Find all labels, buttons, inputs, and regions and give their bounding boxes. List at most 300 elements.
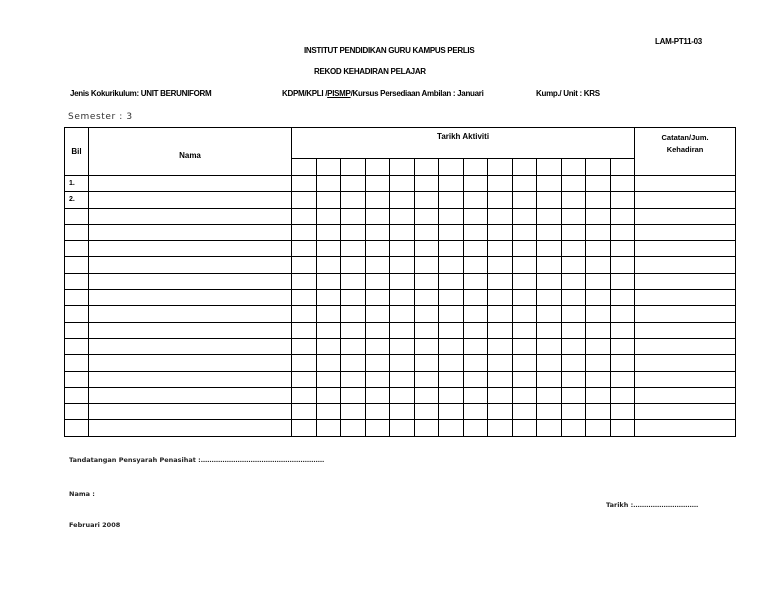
- attendance-cell[interactable]: [561, 241, 586, 257]
- attendance-cell[interactable]: [341, 371, 366, 387]
- signature-line: Tandatangan Pensyarah Penasihat :…………………………………………………: [69, 456, 325, 464]
- attendance-cell[interactable]: [414, 241, 439, 257]
- attendance-cell[interactable]: [316, 387, 341, 403]
- attendance-cell[interactable]: [292, 322, 317, 338]
- bil-cell: [65, 208, 89, 224]
- attendance-cell[interactable]: [463, 241, 488, 257]
- catatan-cell[interactable]: [635, 306, 736, 322]
- catatan-cell[interactable]: [635, 241, 736, 257]
- attendance-cell[interactable]: [463, 290, 488, 306]
- attendance-cell[interactable]: [414, 273, 439, 289]
- attendance-cell[interactable]: [292, 192, 317, 208]
- attendance-cell[interactable]: [439, 420, 464, 436]
- attendance-cell[interactable]: [341, 338, 366, 354]
- attendance-cell[interactable]: [537, 387, 562, 403]
- attendance-cell[interactable]: [365, 404, 390, 420]
- attendance-cell[interactable]: [341, 257, 366, 273]
- attendance-cell[interactable]: [414, 208, 439, 224]
- attendance-cell[interactable]: [316, 306, 341, 322]
- attendance-cell[interactable]: [610, 192, 635, 208]
- attendance-cell[interactable]: [463, 192, 488, 208]
- attendance-cell[interactable]: [512, 371, 537, 387]
- attendance-cell[interactable]: [488, 404, 513, 420]
- attendance-cell[interactable]: [586, 176, 611, 192]
- date-cell[interactable]: [586, 159, 611, 176]
- attendance-cell[interactable]: [586, 224, 611, 240]
- attendance-cell[interactable]: [512, 387, 537, 403]
- attendance-cell[interactable]: [537, 192, 562, 208]
- attendance-cell[interactable]: [512, 322, 537, 338]
- attendance-cell[interactable]: [512, 224, 537, 240]
- attendance-cell[interactable]: [414, 338, 439, 354]
- date-cell[interactable]: [365, 159, 390, 176]
- attendance-cell[interactable]: [512, 404, 537, 420]
- attendance-cell[interactable]: [463, 387, 488, 403]
- attendance-cell[interactable]: [316, 404, 341, 420]
- attendance-cell[interactable]: [292, 355, 317, 371]
- attendance-cell[interactable]: [439, 322, 464, 338]
- attendance-cell[interactable]: [390, 306, 415, 322]
- unit-label: Kump./ Unit : KRS: [536, 89, 600, 98]
- attendance-cell[interactable]: [390, 322, 415, 338]
- table-row: [65, 273, 736, 289]
- attendance-cell[interactable]: [586, 355, 611, 371]
- attendance-cell[interactable]: [561, 290, 586, 306]
- nama-cell[interactable]: [89, 371, 292, 387]
- attendance-cell[interactable]: [390, 224, 415, 240]
- attendance-cell[interactable]: [488, 257, 513, 273]
- attendance-cell[interactable]: [463, 355, 488, 371]
- attendance-cell[interactable]: [316, 176, 341, 192]
- attendance-cell[interactable]: [488, 273, 513, 289]
- attendance-cell[interactable]: [610, 322, 635, 338]
- attendance-cell[interactable]: [610, 290, 635, 306]
- attendance-cell[interactable]: [561, 371, 586, 387]
- attendance-cell[interactable]: [292, 176, 317, 192]
- attendance-cell[interactable]: [316, 224, 341, 240]
- attendance-cell[interactable]: [439, 192, 464, 208]
- catatan-cell[interactable]: [635, 387, 736, 403]
- attendance-cell[interactable]: [488, 192, 513, 208]
- attendance-cell[interactable]: [365, 371, 390, 387]
- attendance-cell[interactable]: [414, 404, 439, 420]
- attendance-cell[interactable]: [610, 338, 635, 354]
- attendance-cell[interactable]: [390, 273, 415, 289]
- attendance-cell[interactable]: [414, 224, 439, 240]
- attendance-cell[interactable]: [488, 387, 513, 403]
- attendance-cell[interactable]: [512, 355, 537, 371]
- attendance-cell[interactable]: [463, 273, 488, 289]
- attendance-cell[interactable]: [414, 371, 439, 387]
- attendance-cell[interactable]: [439, 404, 464, 420]
- attendance-cell[interactable]: [414, 290, 439, 306]
- attendance-cell[interactable]: [341, 322, 366, 338]
- attendance-cell[interactable]: [292, 273, 317, 289]
- attendance-cell[interactable]: [390, 290, 415, 306]
- nama-cell[interactable]: [89, 420, 292, 436]
- attendance-cell[interactable]: [292, 241, 317, 257]
- attendance-cell[interactable]: [390, 257, 415, 273]
- nama-header: Nama: [89, 128, 292, 176]
- attendance-cell[interactable]: [586, 241, 611, 257]
- attendance-cell[interactable]: [610, 404, 635, 420]
- attendance-cell[interactable]: [463, 208, 488, 224]
- attendance-cell[interactable]: [316, 208, 341, 224]
- nama-cell[interactable]: [89, 290, 292, 306]
- attendance-cell[interactable]: [586, 290, 611, 306]
- attendance-cell[interactable]: [488, 420, 513, 436]
- date-cell[interactable]: [341, 159, 366, 176]
- catatan-cell[interactable]: [635, 192, 736, 208]
- attendance-cell[interactable]: [537, 338, 562, 354]
- table-row: [65, 371, 736, 387]
- attendance-cell[interactable]: [316, 273, 341, 289]
- date-cell[interactable]: [610, 159, 635, 176]
- attendance-cell[interactable]: [610, 257, 635, 273]
- attendance-cell[interactable]: [463, 404, 488, 420]
- attendance-cell[interactable]: [341, 273, 366, 289]
- attendance-cell[interactable]: [488, 338, 513, 354]
- attendance-cell[interactable]: [586, 404, 611, 420]
- attendance-cell[interactable]: [537, 404, 562, 420]
- attendance-cell[interactable]: [292, 208, 317, 224]
- attendance-cell[interactable]: [439, 290, 464, 306]
- table-row: [65, 404, 736, 420]
- kokurikulum-label: Jenis Kokurikulum: UNIT BERUNIFORM: [70, 89, 212, 98]
- attendance-cell[interactable]: [365, 290, 390, 306]
- bil-cell: [65, 355, 89, 371]
- attendance-cell[interactable]: [512, 192, 537, 208]
- attendance-cell[interactable]: [341, 224, 366, 240]
- date-cell[interactable]: [488, 159, 513, 176]
- attendance-cell[interactable]: [488, 322, 513, 338]
- attendance-cell[interactable]: [365, 338, 390, 354]
- catatan-cell[interactable]: [635, 322, 736, 338]
- nama-cell[interactable]: [89, 208, 292, 224]
- nama-cell[interactable]: [89, 404, 292, 420]
- semester-label: Semester : 3: [68, 112, 133, 122]
- attendance-cell[interactable]: [292, 306, 317, 322]
- attendance-cell[interactable]: [488, 355, 513, 371]
- attendance-cell[interactable]: [537, 322, 562, 338]
- nama-cell[interactable]: [89, 322, 292, 338]
- date-cell[interactable]: [292, 159, 317, 176]
- attendance-cell[interactable]: [341, 192, 366, 208]
- attendance-cell[interactable]: [586, 371, 611, 387]
- attendance-cell[interactable]: [439, 306, 464, 322]
- attendance-cell[interactable]: [390, 404, 415, 420]
- attendance-cell[interactable]: [561, 387, 586, 403]
- attendance-cell[interactable]: [439, 387, 464, 403]
- bil-cell: [65, 241, 89, 257]
- bil-cell: [65, 322, 89, 338]
- attendance-cell[interactable]: [463, 257, 488, 273]
- table-row: [65, 257, 736, 273]
- attendance-cell[interactable]: [537, 290, 562, 306]
- attendance-cell[interactable]: [439, 241, 464, 257]
- institution-name: INSTITUT PENDIDIKAN GURU KAMPUS PERLIS: [304, 46, 475, 55]
- attendance-cell[interactable]: [439, 338, 464, 354]
- attendance-cell[interactable]: [610, 208, 635, 224]
- attendance-cell[interactable]: [586, 420, 611, 436]
- attendance-cell[interactable]: [463, 176, 488, 192]
- attendance-cell[interactable]: [610, 420, 635, 436]
- catatan-cell[interactable]: [635, 371, 736, 387]
- attendance-cell[interactable]: [463, 420, 488, 436]
- attendance-cell[interactable]: [292, 257, 317, 273]
- attendance-cell[interactable]: [610, 224, 635, 240]
- bil-cell: [65, 273, 89, 289]
- nama-cell[interactable]: [89, 387, 292, 403]
- attendance-cell[interactable]: [390, 355, 415, 371]
- attendance-cell[interactable]: [463, 371, 488, 387]
- attendance-cell[interactable]: [561, 338, 586, 354]
- attendance-cell[interactable]: [292, 387, 317, 403]
- attendance-cell[interactable]: [365, 273, 390, 289]
- attendance-cell[interactable]: [316, 192, 341, 208]
- attendance-cell[interactable]: [341, 241, 366, 257]
- attendance-cell[interactable]: [292, 404, 317, 420]
- attendance-cell[interactable]: [439, 176, 464, 192]
- attendance-cell[interactable]: [586, 192, 611, 208]
- attendance-cell[interactable]: [561, 176, 586, 192]
- nama-cell[interactable]: [89, 176, 292, 192]
- nama-cell[interactable]: [89, 273, 292, 289]
- bil-cell: [65, 306, 89, 322]
- attendance-cell[interactable]: [463, 322, 488, 338]
- attendance-cell[interactable]: [341, 306, 366, 322]
- attendance-cell[interactable]: [610, 387, 635, 403]
- attendance-cell[interactable]: [463, 306, 488, 322]
- attendance-cell[interactable]: [341, 420, 366, 436]
- catatan-header: Catatan/Jum. Kehadiran: [635, 128, 736, 176]
- attendance-cell[interactable]: [488, 208, 513, 224]
- catatan-cell[interactable]: [635, 355, 736, 371]
- attendance-cell[interactable]: [512, 208, 537, 224]
- attendance-cell[interactable]: [439, 208, 464, 224]
- attendance-cell[interactable]: [512, 257, 537, 273]
- attendance-cell[interactable]: [316, 355, 341, 371]
- table-row: [65, 420, 736, 436]
- attendance-cell[interactable]: [610, 176, 635, 192]
- attendance-cell[interactable]: [610, 371, 635, 387]
- attendance-cell[interactable]: [610, 355, 635, 371]
- attendance-cell[interactable]: [488, 290, 513, 306]
- attendance-cell[interactable]: [512, 241, 537, 257]
- attendance-cell[interactable]: [561, 224, 586, 240]
- catatan-cell[interactable]: [635, 176, 736, 192]
- attendance-cell[interactable]: [316, 338, 341, 354]
- attendance-cell[interactable]: [316, 290, 341, 306]
- table-row: [65, 290, 736, 306]
- attendance-cell[interactable]: [512, 338, 537, 354]
- attendance-cell[interactable]: [292, 420, 317, 436]
- attendance-cell[interactable]: [610, 306, 635, 322]
- attendance-cell[interactable]: [610, 241, 635, 257]
- attendance-cell[interactable]: [537, 224, 562, 240]
- attendance-cell[interactable]: [390, 338, 415, 354]
- attendance-cell[interactable]: [341, 404, 366, 420]
- attendance-cell[interactable]: [365, 241, 390, 257]
- attendance-cell[interactable]: [365, 176, 390, 192]
- attendance-cell[interactable]: [586, 387, 611, 403]
- attendance-cell[interactable]: [488, 306, 513, 322]
- attendance-cell[interactable]: [586, 306, 611, 322]
- attendance-cell[interactable]: [365, 387, 390, 403]
- program-label: KDPM/KPLI /PISMP/Kursus Persediaan Ambilan : Januari: [282, 89, 484, 98]
- attendance-cell[interactable]: [586, 322, 611, 338]
- attendance-cell[interactable]: [316, 322, 341, 338]
- attendance-cell[interactable]: [341, 290, 366, 306]
- attendance-cell[interactable]: [365, 192, 390, 208]
- attendance-cell[interactable]: [390, 176, 415, 192]
- attendance-cell[interactable]: [586, 338, 611, 354]
- attendance-cell[interactable]: [292, 371, 317, 387]
- attendance-cell[interactable]: [390, 387, 415, 403]
- attendance-cell[interactable]: [561, 192, 586, 208]
- nama-cell[interactable]: [89, 355, 292, 371]
- catatan-cell[interactable]: [635, 257, 736, 273]
- attendance-cell[interactable]: [341, 355, 366, 371]
- attendance-cell[interactable]: [561, 208, 586, 224]
- bil-cell: 2.: [65, 192, 89, 208]
- bil-cell: [65, 338, 89, 354]
- attendance-cell[interactable]: [561, 420, 586, 436]
- attendance-cell[interactable]: [414, 257, 439, 273]
- attendance-cell[interactable]: [512, 273, 537, 289]
- attendance-cell[interactable]: [561, 257, 586, 273]
- attendance-cell[interactable]: [292, 338, 317, 354]
- catatan-cell[interactable]: [635, 420, 736, 436]
- attendance-cell[interactable]: [414, 176, 439, 192]
- attendance-cell[interactable]: [316, 420, 341, 436]
- attendance-cell[interactable]: [537, 355, 562, 371]
- attendance-cell[interactable]: [390, 371, 415, 387]
- attendance-cell[interactable]: [341, 387, 366, 403]
- attendance-cell[interactable]: [439, 371, 464, 387]
- form-code: LAM-PT11-03: [655, 37, 702, 46]
- attendance-cell[interactable]: [365, 322, 390, 338]
- attendance-cell[interactable]: [488, 241, 513, 257]
- date-cell[interactable]: [537, 159, 562, 176]
- attendance-cell[interactable]: [365, 355, 390, 371]
- attendance-cell[interactable]: [512, 306, 537, 322]
- catatan-cell[interactable]: [635, 224, 736, 240]
- attendance-cell[interactable]: [414, 420, 439, 436]
- nama-cell[interactable]: [89, 338, 292, 354]
- attendance-cell[interactable]: [586, 273, 611, 289]
- date-cell[interactable]: [463, 159, 488, 176]
- attendance-cell[interactable]: [537, 257, 562, 273]
- nama-cell[interactable]: [89, 192, 292, 208]
- date-cell[interactable]: [316, 159, 341, 176]
- attendance-cell[interactable]: [537, 273, 562, 289]
- attendance-cell[interactable]: [561, 322, 586, 338]
- catatan-cell[interactable]: [635, 208, 736, 224]
- attendance-cell[interactable]: [537, 420, 562, 436]
- date-cell[interactable]: [561, 159, 586, 176]
- catatan-cell[interactable]: [635, 290, 736, 306]
- catatan-cell[interactable]: [635, 273, 736, 289]
- attendance-cell[interactable]: [537, 306, 562, 322]
- nama-cell[interactable]: [89, 241, 292, 257]
- attendance-cell[interactable]: [561, 306, 586, 322]
- nama-cell[interactable]: [89, 224, 292, 240]
- attendance-cell[interactable]: [512, 290, 537, 306]
- attendance-cell[interactable]: [561, 273, 586, 289]
- nama-cell[interactable]: [89, 257, 292, 273]
- table-row: [65, 355, 736, 371]
- attendance-cell[interactable]: [561, 355, 586, 371]
- date-cell[interactable]: [390, 159, 415, 176]
- attendance-cell[interactable]: [561, 404, 586, 420]
- catatan-cell[interactable]: [635, 404, 736, 420]
- attendance-cell[interactable]: [292, 290, 317, 306]
- attendance-cell[interactable]: [365, 224, 390, 240]
- attendance-cell[interactable]: [537, 208, 562, 224]
- attendance-cell[interactable]: [341, 176, 366, 192]
- date-cell[interactable]: [414, 159, 439, 176]
- attendance-cell[interactable]: [341, 208, 366, 224]
- tarikh-line: Tarikh :…………………………: [606, 501, 699, 509]
- catatan-cell[interactable]: [635, 338, 736, 354]
- attendance-cell[interactable]: [439, 257, 464, 273]
- attendance-cell[interactable]: [390, 192, 415, 208]
- attendance-cell[interactable]: [512, 176, 537, 192]
- attendance-cell[interactable]: [537, 371, 562, 387]
- attendance-cell[interactable]: [488, 176, 513, 192]
- attendance-cell[interactable]: [512, 420, 537, 436]
- attendance-cell[interactable]: [365, 420, 390, 436]
- attendance-cell[interactable]: [390, 420, 415, 436]
- attendance-cell[interactable]: [414, 306, 439, 322]
- attendance-cell[interactable]: [439, 224, 464, 240]
- table-row: [65, 224, 736, 240]
- date-cell[interactable]: [439, 159, 464, 176]
- attendance-cell[interactable]: [365, 306, 390, 322]
- attendance-cell[interactable]: [463, 224, 488, 240]
- attendance-cell[interactable]: [414, 322, 439, 338]
- attendance-cell[interactable]: [365, 208, 390, 224]
- attendance-cell[interactable]: [488, 224, 513, 240]
- attendance-table: [64, 127, 736, 437]
- attendance-cell[interactable]: [610, 273, 635, 289]
- attendance-cell[interactable]: [488, 371, 513, 387]
- attendance-cell[interactable]: [439, 273, 464, 289]
- attendance-cell[interactable]: [537, 241, 562, 257]
- attendance-cell[interactable]: [463, 338, 488, 354]
- attendance-cell[interactable]: [414, 355, 439, 371]
- table-row: [65, 338, 736, 354]
- attendance-cell[interactable]: [439, 355, 464, 371]
- attendance-cell[interactable]: [414, 387, 439, 403]
- attendance-cell[interactable]: [586, 257, 611, 273]
- attendance-cell[interactable]: [365, 257, 390, 273]
- attendance-cell[interactable]: [316, 241, 341, 257]
- attendance-cell[interactable]: [586, 208, 611, 224]
- bil-cell: [65, 257, 89, 273]
- date-cell[interactable]: [512, 159, 537, 176]
- attendance-cell[interactable]: [414, 192, 439, 208]
- attendance-cell[interactable]: [292, 224, 317, 240]
- bil-cell: [65, 404, 89, 420]
- attendance-cell[interactable]: [316, 257, 341, 273]
- attendance-cell[interactable]: [537, 176, 562, 192]
- attendance-cell[interactable]: [316, 371, 341, 387]
- nama-cell[interactable]: [89, 306, 292, 322]
- attendance-cell[interactable]: [390, 208, 415, 224]
- attendance-cell[interactable]: [390, 241, 415, 257]
